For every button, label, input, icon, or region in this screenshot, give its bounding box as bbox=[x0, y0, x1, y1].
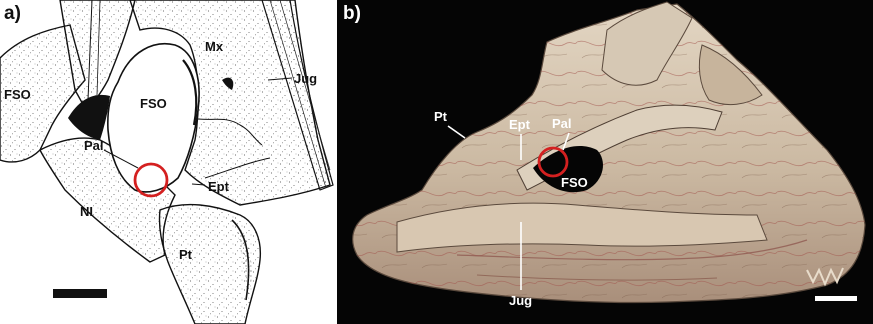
dark-fenestra bbox=[68, 95, 110, 140]
label-fso-photo: FSO bbox=[561, 175, 588, 190]
label-jug: Jug bbox=[294, 71, 318, 86]
label-mx: Mx bbox=[205, 39, 224, 54]
label-ept: Ept bbox=[208, 179, 229, 194]
label-pt: Pt bbox=[179, 247, 192, 262]
label-fso-left: FSO bbox=[4, 87, 31, 102]
scale-bar-b bbox=[815, 296, 857, 301]
label-pal-photo: Pal bbox=[552, 116, 572, 131]
palate-drawing bbox=[0, 0, 337, 324]
panel-a-drawing bbox=[0, 0, 337, 324]
skull-photo bbox=[337, 0, 873, 324]
panel-a-label: a) bbox=[4, 3, 21, 24]
panel-b-photo bbox=[337, 0, 873, 324]
label-pal: Pal bbox=[84, 138, 104, 153]
label-ni: NI bbox=[80, 204, 93, 219]
label-ept-photo: Ept bbox=[509, 117, 530, 132]
label-fso-center: FSO bbox=[140, 96, 167, 111]
scale-bar-a bbox=[53, 289, 107, 298]
label-pt-photo: Pt bbox=[434, 109, 447, 124]
label-jug-photo: Jug bbox=[509, 293, 533, 308]
panel-b-label: b) bbox=[343, 3, 361, 24]
